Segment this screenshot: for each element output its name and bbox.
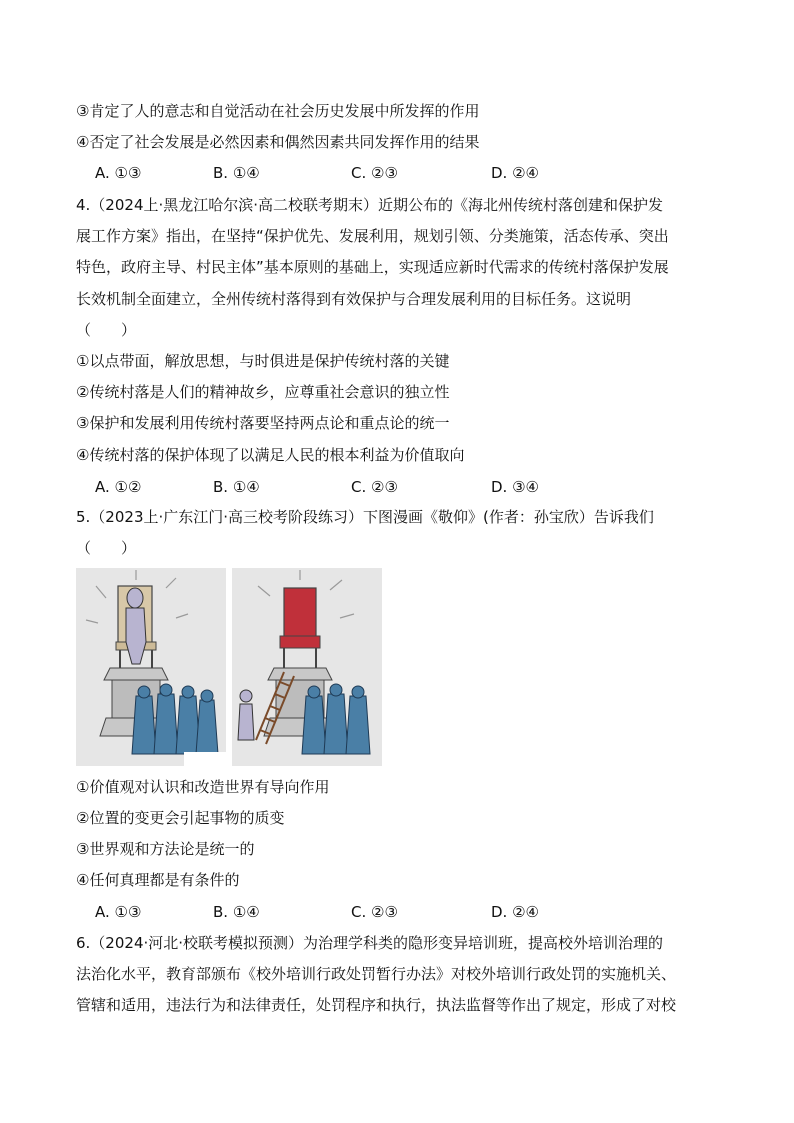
q5-option-3: ③世界观和方法论是统一的: [76, 840, 255, 858]
comic-panel-left: [76, 568, 226, 766]
q4-option-3: ③保护和发展利用传统村落要坚持两点论和重点论的统一: [76, 414, 450, 432]
choice-a[interactable]: A. ①③: [95, 903, 142, 921]
q5-option-2: ②位置的变更会引起事物的质变: [76, 809, 285, 827]
q5-option-4: ④任何真理都是有条件的: [76, 871, 240, 889]
choice-c[interactable]: C. ②③: [351, 903, 398, 921]
choice-c[interactable]: C. ②③: [351, 164, 398, 182]
q4-option-1: ①以点带面，解放思想，与时俱进是保护传统村落的关键: [76, 352, 450, 370]
choice-a[interactable]: A. ①②: [95, 478, 142, 496]
q4-answer-bracket: （ ）: [76, 321, 137, 339]
q3-option-4: ④否定了社会发展是必然因素和偶然因素共同发挥作用的结果: [76, 133, 480, 151]
choice-d[interactable]: D. ②④: [491, 164, 539, 182]
climbing-figure: [238, 690, 254, 740]
q5-stem-line-1: 5.（2023上·广东江门·高三校考阶段练习）下图漫画《敬仰》(作者：孙宝欣）告诉我们: [76, 508, 654, 526]
saluting-crowd: [132, 684, 218, 754]
q6-stem-line-3: 管辖和适用，违法行为和法律责任，处罚程序和执行，执法监督等作出了规定，形成了对校: [76, 996, 677, 1014]
choice-b[interactable]: B. ①④: [213, 164, 260, 182]
choice-b[interactable]: B. ①④: [213, 903, 260, 921]
q4-option-4: ④传统村落的保护体现了以满足人民的根本利益为价值取向: [76, 446, 465, 464]
seated-figure: [126, 588, 146, 664]
q3-option-3: ③肯定了人的意志和自觉活动在社会历史发展中所发挥的作用: [76, 102, 480, 120]
choice-a[interactable]: A. ①③: [95, 164, 142, 182]
comic-right-illustration: [232, 568, 382, 766]
q4-option-2: ②传统村落是人们的精神故乡，应尊重社会意识的独立性: [76, 383, 450, 401]
choice-c[interactable]: C. ②③: [351, 478, 398, 496]
comic-left-illustration: [76, 568, 226, 766]
q4-stem-line-3: 特色，政府主导、村民主体”基本原则的基础上，实现适应新时代需求的传统村落保护发展: [76, 258, 669, 276]
q5-answer-bracket: （ ）: [76, 539, 137, 557]
q6-stem-line-2: 法治化水平，教育部颁布《校外培训行政处罚暂行办法》对校外培训行政处罚的实施机关、: [76, 965, 677, 983]
empty-throne: [280, 588, 320, 668]
choice-d[interactable]: D. ③④: [491, 478, 539, 496]
q6-stem-line-1: 6.（2024·河北·校联考模拟预测）为治理学科类的隐形变异培训班，提高校外培训治理的: [76, 934, 664, 952]
saluting-crowd: [302, 684, 370, 754]
q4-stem-line-4: 长效机制全面建立，全州传统村落得到有效保护与合理发展利用的目标任务。这说明: [76, 290, 632, 308]
choice-b[interactable]: B. ①④: [213, 478, 260, 496]
q4-stem-line-2: 展工作方案》指出，在坚持“保护优先、发展利用，规划引领、分类施策，活态传承、突出: [76, 227, 669, 245]
q4-stem-line-1: 4.（2024上·黑龙江哈尔滨·高二校联考期末）近期公布的《海北州传统村落创建和保护发: [76, 196, 664, 214]
comic-panel-right: [232, 568, 382, 766]
choice-d[interactable]: D. ②④: [491, 903, 539, 921]
q5-option-1: ①价值观对认识和改造世界有导向作用: [76, 778, 330, 796]
